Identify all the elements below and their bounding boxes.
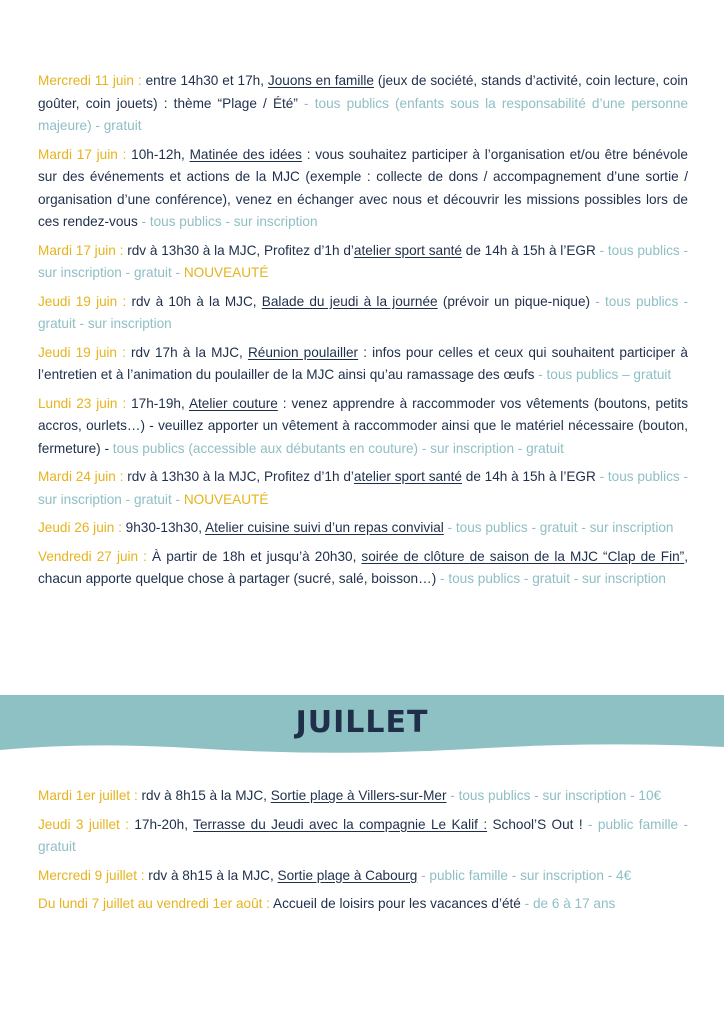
event-meta: - tous publics - sur inscription - gratuit - [38, 469, 688, 507]
event-item [38, 144, 688, 234]
event-item [38, 893, 688, 916]
event-meta: tous publics (accessible aux débutants en couture) - sur inscription - gratuit [109, 440, 564, 456]
event-text: (prévoir un pique-nique) [437, 293, 591, 309]
june-events [38, 70, 688, 597]
event-date: Vendredi 27 juin : [38, 548, 147, 564]
event-item [38, 466, 688, 511]
event-text: 9h30-13h30, [121, 520, 206, 535]
event-link[interactable]: atelier sport santé [353, 242, 462, 258]
event-link[interactable]: Réunion poulailler [247, 344, 359, 360]
event-text: : infos pour celles et ceux qui souhaitent participer à l’entretien et à l’animation du poulailler de la MJC ainsi qu’au ramassage des œufs [38, 344, 688, 382]
event-link[interactable]: Sortie plage à Cabourg [277, 867, 418, 883]
event-date: Jeudi 26 juin : [38, 520, 122, 535]
event-item [38, 865, 688, 888]
event-item [38, 393, 688, 461]
new-badge: NOUVEAUTÉ [183, 265, 269, 280]
event-text: rdv à 8h15 à la MJC, [144, 867, 278, 883]
event-item [38, 546, 688, 591]
event-text: : vous souhaitez participer à l’organisation et/ou être bénévole sur des événements et actions de la MJC (exemple : collecte de dons / accompagnement d’une sortie / organisation d’une conférence), venez en échanger avec nous et découvrir les missions possibles lors de ces rendez-vous [38, 146, 688, 229]
event-item [38, 70, 688, 138]
event-date: Mardi 17 juin : [38, 146, 127, 162]
event-item [38, 785, 688, 808]
event-item [38, 814, 688, 859]
event-text: de 14h à 15h à l’EGR [462, 242, 596, 258]
event-link[interactable]: Sortie plage à Villers-sur-Mer [270, 788, 447, 803]
event-link[interactable]: Terrasse du Jeudi avec la compagnie Le Kalif : [193, 816, 488, 832]
event-text: À partir de 18h et jusqu’à 20h30, [146, 548, 362, 564]
event-text: de 14h à 15h à l’EGR [462, 469, 596, 484]
event-meta: - tous publics - gratuit - sur inscription [443, 520, 674, 535]
event-meta: - tous publics - gratuit - sur inscription [38, 293, 689, 331]
event-meta: - tous publics – gratuit [534, 367, 672, 382]
event-meta: - tous publics - sur inscription - gratuit - [38, 242, 688, 280]
event-link[interactable]: Atelier cuisine suivi d’un repas convivial [205, 520, 444, 535]
event-meta: - public famille - gratuit [38, 816, 688, 854]
event-date: Du lundi 7 juillet au vendredi 1er août : [38, 896, 270, 911]
event-link[interactable]: soirée de clôture de saison de la MJC “Clap de Fin” [361, 548, 685, 564]
month-banner [0, 695, 724, 757]
event-meta: - tous publics (enfants sous la responsabilité d’une personne majeure) - gratuit [38, 95, 689, 133]
event-item [38, 240, 688, 285]
event-date: Jeudi 19 juin : [38, 293, 127, 309]
event-date: Mercredi 11 juin : [38, 73, 142, 88]
event-meta: - tous publics - gratuit - sur inscription [436, 571, 666, 586]
event-link[interactable]: atelier sport santé [353, 469, 462, 484]
month-title: JUILLET [295, 705, 429, 740]
event-link[interactable]: Balade du jeudi à la journée [261, 293, 438, 309]
event-link[interactable]: Atelier couture [188, 395, 278, 411]
new-badge: NOUVEAUTÉ [183, 491, 269, 507]
event-text: 10h-12h, [126, 146, 190, 162]
event-item [38, 517, 688, 540]
event-text: (jeux de société, stands d’activité, coin lecture, coin goûter, coin jouets) : thème “Plage / Été” [38, 73, 688, 111]
event-date: Mardi 17 juin : [38, 242, 124, 258]
event-text: 17h-19h, [126, 395, 189, 411]
event-date: Mardi 24 juin : [38, 469, 124, 484]
event-item [38, 291, 688, 336]
event-text: rdv à 10h à la MJC, [126, 293, 262, 309]
event-date: Mercredi 9 juillet : [38, 867, 145, 883]
event-link[interactable]: Jouons en famille [267, 73, 374, 88]
event-text: Accueil de loisirs pour les vacances d’été [270, 896, 521, 911]
event-text: 17h-20h, [128, 816, 194, 832]
july-events [38, 785, 688, 922]
event-text: School’S Out ! [487, 816, 583, 832]
event-date: Jeudi 3 juillet : [38, 816, 129, 832]
event-text: entre 14h30 et 17h, [141, 73, 268, 88]
event-text: rdv à 13h30 à la MJC, Profitez d’1h d’ [123, 242, 354, 258]
event-meta: - de 6 à 17 ans [520, 896, 616, 911]
event-text: rdv à 8h15 à la MJC, [137, 788, 271, 803]
event-date: Jeudi 19 juin : [38, 344, 126, 360]
event-text: rdv 17h à la MJC, [125, 344, 248, 360]
event-link[interactable]: Matinée des idées [189, 146, 302, 162]
event-date: Mardi 1er juillet : [38, 788, 138, 803]
event-meta: - public famille - sur inscription - 4€ [417, 867, 632, 883]
event-text: : venez apprendre à raccommoder vos vêtements (boutons, petits accros, ourlets…) - veuillez apporter un vêtement à raccommoder ainsi que le matériel nécessaire (bouton, fermeture) - [38, 395, 689, 456]
event-meta: - tous publics - sur inscription - 10€ [446, 788, 662, 803]
event-meta: - tous publics - sur inscription [137, 214, 318, 229]
event-date: Lundi 23 juin : [38, 395, 127, 411]
event-text: , chacun apporte quelque chose à partager (sucré, salé, boisson…) [38, 548, 688, 586]
event-item [38, 342, 688, 387]
event-text: rdv à 13h30 à la MJC, Profitez d’1h d’ [123, 469, 354, 484]
